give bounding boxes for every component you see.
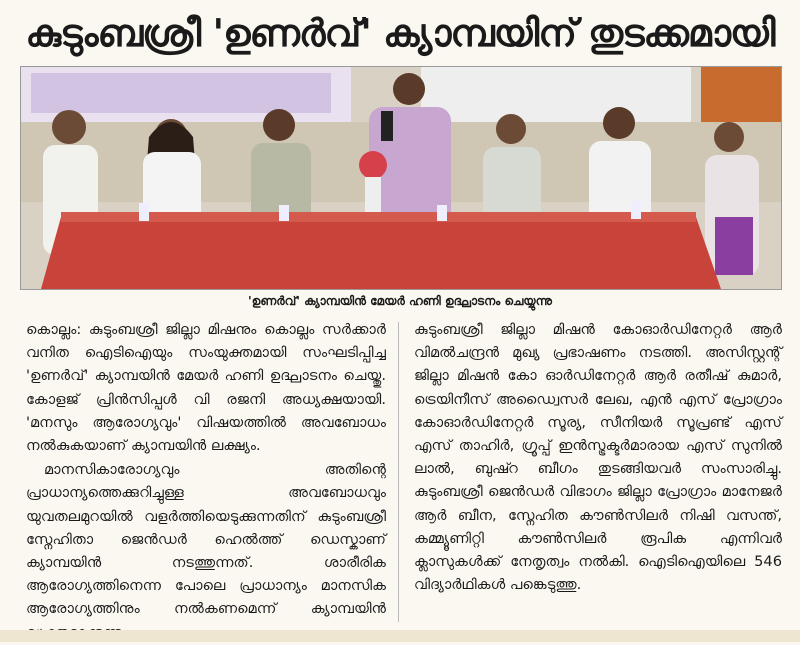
article-paragraph: മാനസികാരോഗ്യവും അതിന്റെ പ്രാധാന്യത്തെക്കുറിച്ചുള്ള അവബോധവും യുവതലമുറയിൽ വളർത്തിയെടുക്കുന്നതിന് കുടുംബശ്രീ സ്നേഹിതാ ജെൻഡർ ഹെൽത്ത് ഡെസ്കാണ് ക്യാമ്പയിൻ നടത്തുന്നത്. ശാരീരിക ആരോഗ്യത്തിനെന്ന പോലെ പ്രാധാന്യം മാനസിക ആരോഗ്യത്തിനും നൽകണമെന്ന് ക്യാമ്പയിൻ xyxy=(26,461,386,618)
event-photo-illustration xyxy=(21,67,781,289)
table-cloth xyxy=(41,217,721,289)
news-photo xyxy=(20,66,782,290)
article-paragraph: കൊല്ലം: കുടുംബശ്രീ ജില്ലാ മിഷനും കൊല്ലം സർക്കാർ വനിത ഐടിഐയും സംയുക്തമായി സംഘടിപ്പിച്ച 'ഉണർവ്' ക്യാമ്പയിൻ മേയർ ഹണി ഉദ്ഘാടനം ചെയ്തു. കോളജ് പ്രിൻസിപ്പൾ വി രജനി അധ്യക്ഷയായി. 'മനസും ആരോഗ്യവും' വിഷയത്തിൽ അവബോധം നൽകുകയാണ് ക്യാമ്പയിൻ ലക്ഷ്യം. xyxy=(26,321,386,455)
photo-caption: 'ഉണർവ്' ക്യാമ്പയിൻ മേയർ ഹണി ഉദ്ഘാടനം ചെയ്യുന്നു xyxy=(248,294,552,308)
headline: കുടുംബശ്രീ 'ഉണർവ്' ക്യാമ്പയിന് തുടക്കമായി xyxy=(25,11,775,55)
column-divider xyxy=(398,322,399,622)
page-footer-band xyxy=(0,630,800,642)
article-column-left xyxy=(26,318,386,645)
article-paragraph: കുടുംബശ്രീ ജില്ലാ മിഷൻ കോഓർഡിനേറ്റർ ആർ വിമൽചന്ദ്രൻ മുഖ്യ പ്രഭാഷണം നടത്തി. അസിസ്റ്റന്റ് ജില്ലാ മിഷൻ കോ ഓർഡിനേറ്റർ ആർ രതീഷ് കുമാർ, ട്രെയിനീസ് അഡ്വൈസർ ലേഖ, എൻ എസ് പ്രോഗ്രാം കോഓർഡിനേറ്റർ സൂര്യ, സീനിയർ സൂപ്രണ്ട് എസ് എസ് താഹിർ, ഗ്രൂപ്പ് ഇൻസ്ട്രക്ടർമാരായ എസ് സുനിൽ ലാൽ, ബുഷ്റ ബീഗം തുടങ്ങിയവർ സംസാരിച്ചു. കുടുംബശ്രീ ജെൻഡർ വിഭാഗം ജില്ലാ പ്രോഗ്രാം മാനേജർ ആർ ബീന, സ്നേഹിത കൗൺസിലർ നിഷി വസന്ത്, കമ്മ്യൂണിറ്റി കൗൺസിലർ രൂപിക എന്നിവർ ക്ലാസുകൾക്ക് നേതൃത്വം നൽകി. ഐടിഐയിലെ 546 വിദ്യാർഥികൾ പങ്കെടുത്തു. xyxy=(414,321,782,594)
article-column-right xyxy=(414,318,782,597)
projector-screen xyxy=(421,67,691,127)
